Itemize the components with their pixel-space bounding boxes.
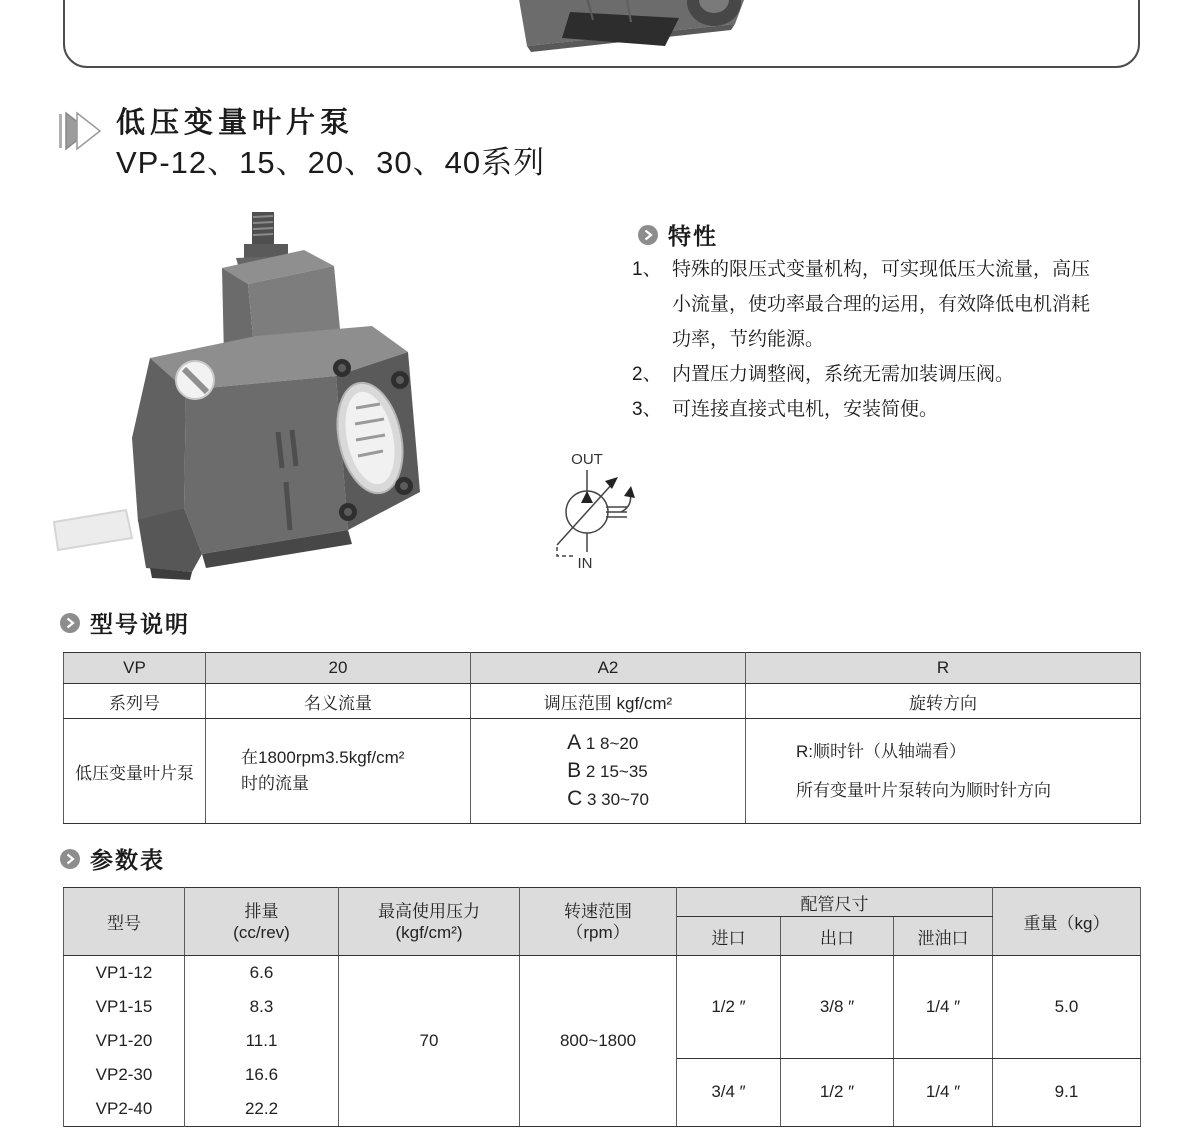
list-item: [632, 252, 1160, 357]
code-cell: R: [746, 653, 1141, 684]
header-displacement: [185, 888, 339, 956]
pump-product-photo: [50, 200, 450, 580]
param-section-title: 参数表: [90, 847, 165, 873]
header-line: (cc/rev): [233, 922, 290, 942]
feature-text: 内置压力调整阀，系统无需加装调压阀。: [672, 364, 1015, 385]
header-drain: 泄油口: [894, 917, 993, 956]
header-weight: 重量（kg）: [993, 888, 1141, 956]
rotation-line: R:顺时针（从轴端看）: [796, 742, 966, 761]
item-number: 1、: [632, 259, 662, 280]
chevron-circle-icon: [638, 225, 658, 245]
header-inlet: 进口: [677, 917, 781, 956]
header-max-pressure: [339, 888, 520, 956]
model-section-title: 型号说明: [90, 611, 190, 637]
model-section-heading: [60, 606, 190, 639]
flow-line: 在1800rpm3.5kgf/cm²: [241, 748, 405, 767]
label-cell: 名义流量: [206, 684, 471, 719]
pressure-code: C 3 30~70: [567, 787, 649, 810]
table-row: [64, 719, 1141, 824]
param-section-heading: [60, 842, 165, 875]
model-cell: VP2-40: [64, 1092, 185, 1127]
inlet-cell: 3/4 ″: [677, 1058, 781, 1127]
weight-cell: 9.1: [993, 1058, 1141, 1127]
features-heading: [638, 218, 718, 251]
displacement-cell: 16.6: [185, 1058, 339, 1092]
table-row: [64, 653, 1141, 684]
table-header-row: [64, 888, 1141, 917]
rotation-line: 所有变量叶片泵转向为顺时针方向: [796, 781, 1051, 800]
flow-cell: [206, 719, 471, 824]
displacement-cell: 22.2: [185, 1092, 339, 1127]
header-line: 转速范围: [564, 901, 632, 921]
chevron-circle-icon: [60, 613, 80, 633]
title-line2: VP-12、15、20、30、40系列: [116, 145, 546, 180]
displacement-cell: 6.6: [185, 956, 339, 991]
feature-text: 特殊的限压式变量机构，可实现低压大流量，高压: [672, 259, 1091, 280]
pump-photo-fragment: [65, 0, 1138, 66]
displacement-cell: 8.3: [185, 990, 339, 1024]
pressure-codes-cell: [471, 719, 746, 824]
pump-hydraulic-symbol: [543, 448, 643, 570]
header-model: 型号: [64, 888, 185, 956]
symbol-out-label: OUT: [571, 451, 603, 468]
symbol-in-label: IN: [577, 555, 593, 570]
feature-text: 可连接直接式电机，安装简便。: [672, 399, 939, 420]
table-row: [64, 956, 1141, 991]
inlet-cell: 1/2 ″: [677, 956, 781, 1059]
model-cell: VP1-15: [64, 990, 185, 1024]
outlet-cell: 3/8 ″: [781, 956, 894, 1059]
speed-range-cell: 800~1800: [520, 956, 677, 1127]
rotation-cell: [746, 719, 1141, 824]
header-line: (kgf/cm²): [395, 922, 463, 942]
max-pressure-cell: 70: [339, 956, 520, 1127]
header-pipe-group: 配管尺寸: [677, 888, 993, 917]
model-cell: VP1-12: [64, 956, 185, 991]
label-cell: 系列号: [64, 684, 206, 719]
header-line: 排量: [244, 901, 279, 921]
drain-cell: 1/4 ″: [894, 1058, 993, 1127]
double-arrow-icon: [58, 110, 104, 152]
title-line1: 低压变量叶片泵: [116, 107, 355, 139]
code-cell: VP: [64, 653, 206, 684]
drain-cell: 1/4 ″: [894, 956, 993, 1059]
label-cell: 旋转方向: [746, 684, 1141, 719]
pressure-code: B 2 15~35: [567, 759, 648, 782]
pressure-code: A 1 8~20: [567, 731, 639, 754]
model-code-table: [63, 652, 1141, 824]
page-title: [116, 104, 545, 184]
chevron-circle-icon: [60, 849, 80, 869]
list-item: [632, 357, 1160, 392]
weight-cell: 5.0: [993, 956, 1141, 1059]
item-number: 2、: [632, 364, 662, 385]
flow-line: 时的流量: [241, 774, 309, 793]
header-speed: [520, 888, 677, 956]
parameter-table: [63, 887, 1141, 1127]
code-cell: 20: [206, 653, 471, 684]
list-item: [632, 392, 1160, 427]
model-cell: VP1-20: [64, 1024, 185, 1058]
features-title: 特性: [668, 223, 718, 249]
model-cell: VP2-30: [64, 1058, 185, 1092]
label-cell: 调压范围 kgf/cm²: [471, 684, 746, 719]
displacement-cell: 11.1: [185, 1024, 339, 1058]
feature-text: 功率，节约能源。: [672, 329, 825, 350]
table-row: [64, 684, 1141, 719]
outlet-cell: 1/2 ″: [781, 1058, 894, 1127]
top-photo-box: [63, 0, 1140, 68]
feature-text: 小流量，使功率最合理的运用，有效降低电机消耗: [672, 294, 1091, 315]
header-line: 最高使用压力: [378, 901, 480, 921]
page-title-block: [58, 104, 545, 184]
series-name-cell: 低压变量叶片泵: [64, 719, 206, 824]
features-list: [632, 252, 1160, 427]
header-line: （rpm）: [566, 922, 630, 942]
header-outlet: 出口: [781, 917, 894, 956]
code-cell: A2: [471, 653, 746, 684]
item-number: 3、: [632, 399, 662, 420]
